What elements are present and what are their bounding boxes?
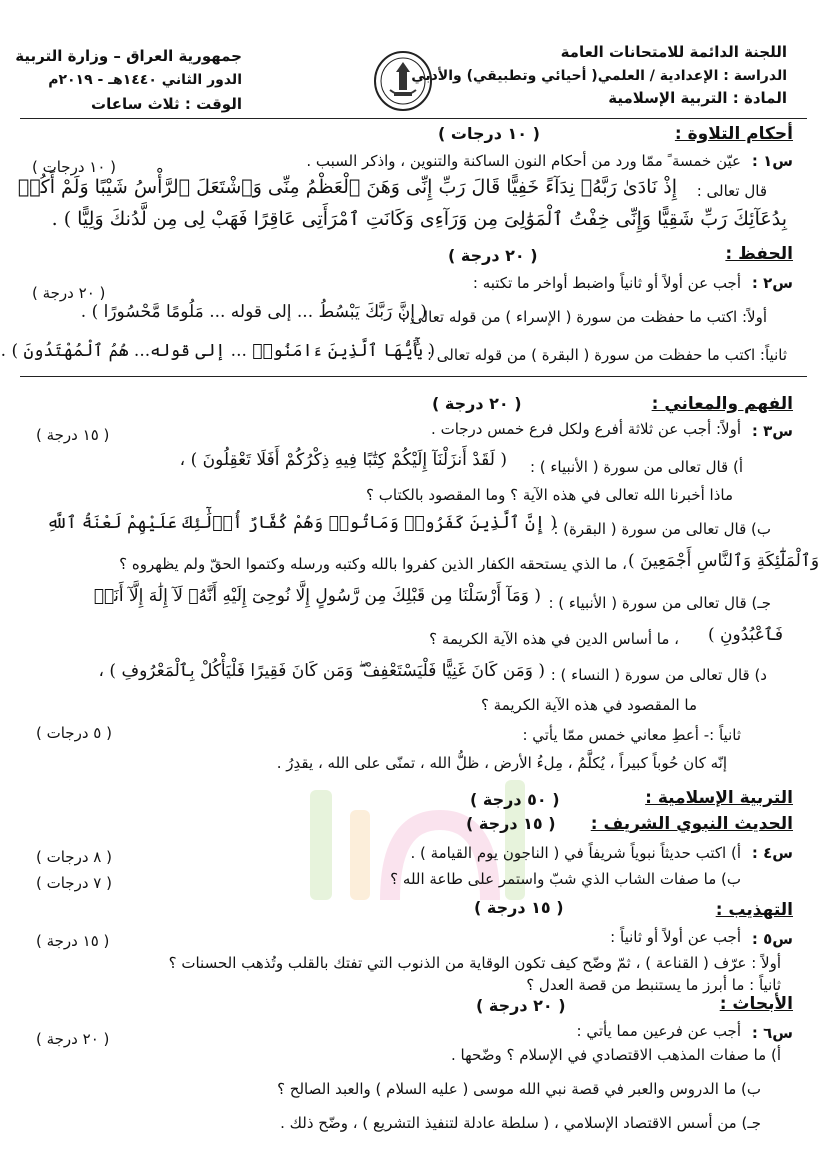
subject: المادة : التربية الإسلامية (608, 89, 787, 107)
verse-1-line-1: إِذْ نَادَىٰ رَبَّهُۥ نِدَآءً خَفِيًّا قَالَ رَبِّ إِنِّى وَهَنَ ٱلْعَظْمُ مِنِّى وَٱشْتَعَلَ ٱلرَّأْسُ شَيْبًا وَلَمْ أَكُنۢ (17, 176, 677, 198)
section-marks-tarbiya: ( ٥٠ درجة ) (470, 790, 560, 809)
tahdhib-second: ثانياً : ما أبرز ما يستنبط من قصة العدل ؟ (526, 976, 781, 994)
exam-time: الوقت : ثلاث ساعات (91, 95, 242, 113)
verse-intro-1: قال تعالى : (696, 182, 767, 200)
fahm-b-question: ، ما الذي يستحقه الكفار الذين كفروا بالله وكتبه ورسله وكتموا الحقّ ولم يظهروه ؟ (119, 555, 627, 573)
section-title-fahm: الفهم والمعاني : (651, 394, 793, 414)
section-divider (20, 376, 807, 377)
section-marks-tilawa: ( ١٠ درجات ) (438, 124, 540, 143)
fahm-b-verse-line-2: وَٱلْمَلَٰٓئِكَةِ وَٱلنَّاسِ أَجْمَعِينَ ) (628, 551, 820, 571)
tahdhib-first: أولاً : عرّف ( القناعة ) ، ثمّ وضّح كيف تكون الوقاية من الذنوب التي تفتك بالقلب وتُذهب الحسنات ؟ (168, 954, 781, 972)
hifz-first-verse: ( إِنَّ رَبَّكَ يَبْسُطُ ... إلى قوله ... مَلُومًا مَّحْسُورًا ) . (80, 302, 427, 322)
abhath-b: ب) ما الدروس والعبر في قصة نبي الله موسى ( عليه السلام ) والعبد الصالح ؟ (277, 1080, 761, 1098)
section-title-hadith: الحديث النبوي الشريف : (590, 814, 793, 834)
question-4b-text: ب) ما صفات الشاب الذي شبّ واستمر على طاعة الله ؟ (390, 870, 741, 888)
section-marks-tahdhib: ( ١٥ درجة ) (474, 898, 564, 917)
question-4b-marks: ( ٧ درجات ) (36, 874, 112, 892)
fahm-b-intro: ب) قال تعالى من سورة ( البقرة) : (553, 520, 771, 538)
section-title-tilawa: أحكام التلاوة : (674, 124, 793, 144)
hifz-second-verse: ( يَٰٓأَيُّهَا ٱلَّذِينَ ءَامَنُوا۟ ... إلى قوله... هُمُ ٱلْمُهْتَدُونَ ) . (0, 341, 435, 361)
question-6-text: أجب عن فرعين مما يأتي : (576, 1022, 741, 1040)
abhath-c: جـ) من أسس الاقتصاد الإسلامي ، ( سلطة عادلة لتنفيذ التشريع ) ، وضّح ذلك . (280, 1114, 761, 1132)
question-5-text: أجب عن أولاً أو ثانياً : (610, 928, 741, 946)
question-2-marks: ( ٢٠ درجة ) (32, 284, 106, 302)
section-marks-hifz: ( ٢٠ درجة ) (448, 246, 538, 265)
header-divider (20, 118, 807, 119)
exam-round: الدور الثاني ١٤٤٠هـ - ٢٠١٩م (48, 72, 242, 88)
section-marks-abhath: ( ٢٠ درجة ) (476, 996, 566, 1015)
fahm-c-verse-line-2: فَٱعْبُدُونِ ) (707, 625, 783, 645)
question-2-text: أجب عن أولاً أو ثانياً واضبط أواخر ما تكتبه : (472, 274, 741, 292)
study-track: الدراسة : الإعدادية / العلمي( أحيائي وتطبيقي) والأدبي (411, 68, 787, 84)
state-emblem-icon (372, 50, 434, 112)
question-4a-text: أ) اكتب حديثاً نبوياً شريفاً في ( الناجون يوم القيامة ) . (410, 844, 741, 862)
question-number-2: س٢ : (751, 274, 793, 292)
fahm-d-verse: ( وَمَن كَانَ غَنِيًّا فَلْيَسْتَعْفِفْ ۖ وَمَن كَانَ فَقِيرًا فَلْيَأْكُلْ بِٱلْمَعْرُوفِ ) ، (98, 661, 545, 681)
country-ministry: جمهورية العراق – وزارة التربية (15, 47, 242, 65)
question-3-text: أولاً: أجب عن ثلاثة أفرع ولكل فرع خمس درجات . (431, 420, 741, 438)
section-title-abhath: الأبحاث : (719, 994, 793, 1014)
section-marks-fahm: ( ٢٠ درجة ) (432, 394, 522, 413)
section-marks-hadith: ( ١٥ درجة ) (466, 814, 556, 833)
fahm-a-intro: أ) قال تعالى من سورة ( الأنبياء ) : (529, 458, 743, 476)
question-4a-marks: ( ٨ درجات ) (36, 848, 112, 866)
hifz-first-prompt: أولاً: اكتب ما حفظت من سورة ( الإسراء ) من قوله تعالى : (401, 308, 767, 326)
question-number-3: س٣ : (751, 422, 793, 440)
question-5-marks: ( ١٥ درجة ) (36, 932, 110, 950)
committee-name: اللجنة الدائمة للامتحانات العامة (560, 43, 787, 61)
abhath-a: أ) ما صفات المذهب الاقتصادي في الإسلام ؟ وضّحها . (451, 1046, 781, 1064)
section-title-tahdhib: التهذيب : (715, 900, 793, 920)
fahm-c-intro: جـ) قال تعالى من سورة ( الأنبياء ) : (548, 594, 771, 612)
question-number-6: س٦ : (751, 1024, 793, 1042)
fahm-second-words: إنّه كان حُوباً كبيراً ، يُكلَّمُ ، مِلءُ الأرض ، ظلُّ الله ، تمنّى على الله ، يقدِرُ . (276, 754, 727, 772)
fahm-second-prompt: ثانياً :- أعطِ معاني خمس ممّا يأتي : (522, 726, 741, 744)
fahm-d-question: ما المقصود في هذه الآية الكريمة ؟ (480, 696, 697, 714)
fahm-c-question: ، ما أساس الدين في هذه الآية الكريمة ؟ (429, 630, 679, 648)
fahm-b-verse-line-1: ( إِنَّ ٱلَّذِينَ كَفَرُوا۟ وَمَاتُوا۟ وَهُمْ كُفَّارٌ أُو۟لَٰٓئِكَ عَلَيْهِمْ لَعْنَةُ ٱللَّهِ (46, 513, 557, 533)
fahm-d-intro: د) قال تعالى من سورة ( النساء ) : (550, 666, 767, 684)
fahm-a-verse: ( لَقَدْ أَنزَلْنَآ إِلَيْكُمْ كِتَٰبًا فِيهِ ذِكْرُكُمْ أَفَلَا تَعْقِلُونَ ) ، (179, 450, 507, 470)
question-number-4: س٤ : (751, 844, 793, 862)
question-3-marks: ( ١٥ درجة ) (36, 426, 110, 444)
hifz-second-prompt: ثانياً: اكتب ما حفظت من سورة ( البقرة ) من قوله تعالى : (426, 346, 787, 364)
question-number-5: س٥ : (751, 930, 793, 948)
question-1-marks: ( ١٠ درجات ) (32, 158, 117, 176)
verse-1-line-2: بِدُعَآئِكَ رَبِّ شَقِيًّا وَإِنِّى خِفْتُ ٱلْمَوَٰلِىَ مِن وَرَآءِى وَكَانَتِ ٱمْرَأَتِى عَاقِرًا فَهَبْ لِى مِن لَّدُنكَ وَلِيًّا ) . (51, 208, 787, 230)
question-1-text: عيّن خمسة ً ممّا ورد من أحكام النون الساكنة والتنوين ، واذكر السبب . (306, 152, 741, 170)
section-title-tarbiya: التربية الإسلامية : (645, 788, 793, 808)
fahm-a-question: ماذا أخبرنا الله تعالى في هذه الآية ؟ وما المقصود بالكتاب ؟ (366, 486, 733, 504)
question-number-1: س١ : (751, 152, 793, 170)
fahm-c-verse-line-1: ( وَمَآ أَرْسَلْنَا مِن قَبْلِكَ مِن رَّسُولٍ إِلَّا نُوحِىٓ إِلَيْهِ أَنَّهُۥ لَآ إِلَٰهَ إِلَّآ أَنَا۠ (93, 586, 541, 606)
fahm-second-marks: ( ٥ درجات ) (36, 724, 112, 742)
section-title-hifz: الحفظ : (725, 244, 793, 264)
question-6-marks: ( ٢٠ درجة ) (36, 1030, 110, 1048)
